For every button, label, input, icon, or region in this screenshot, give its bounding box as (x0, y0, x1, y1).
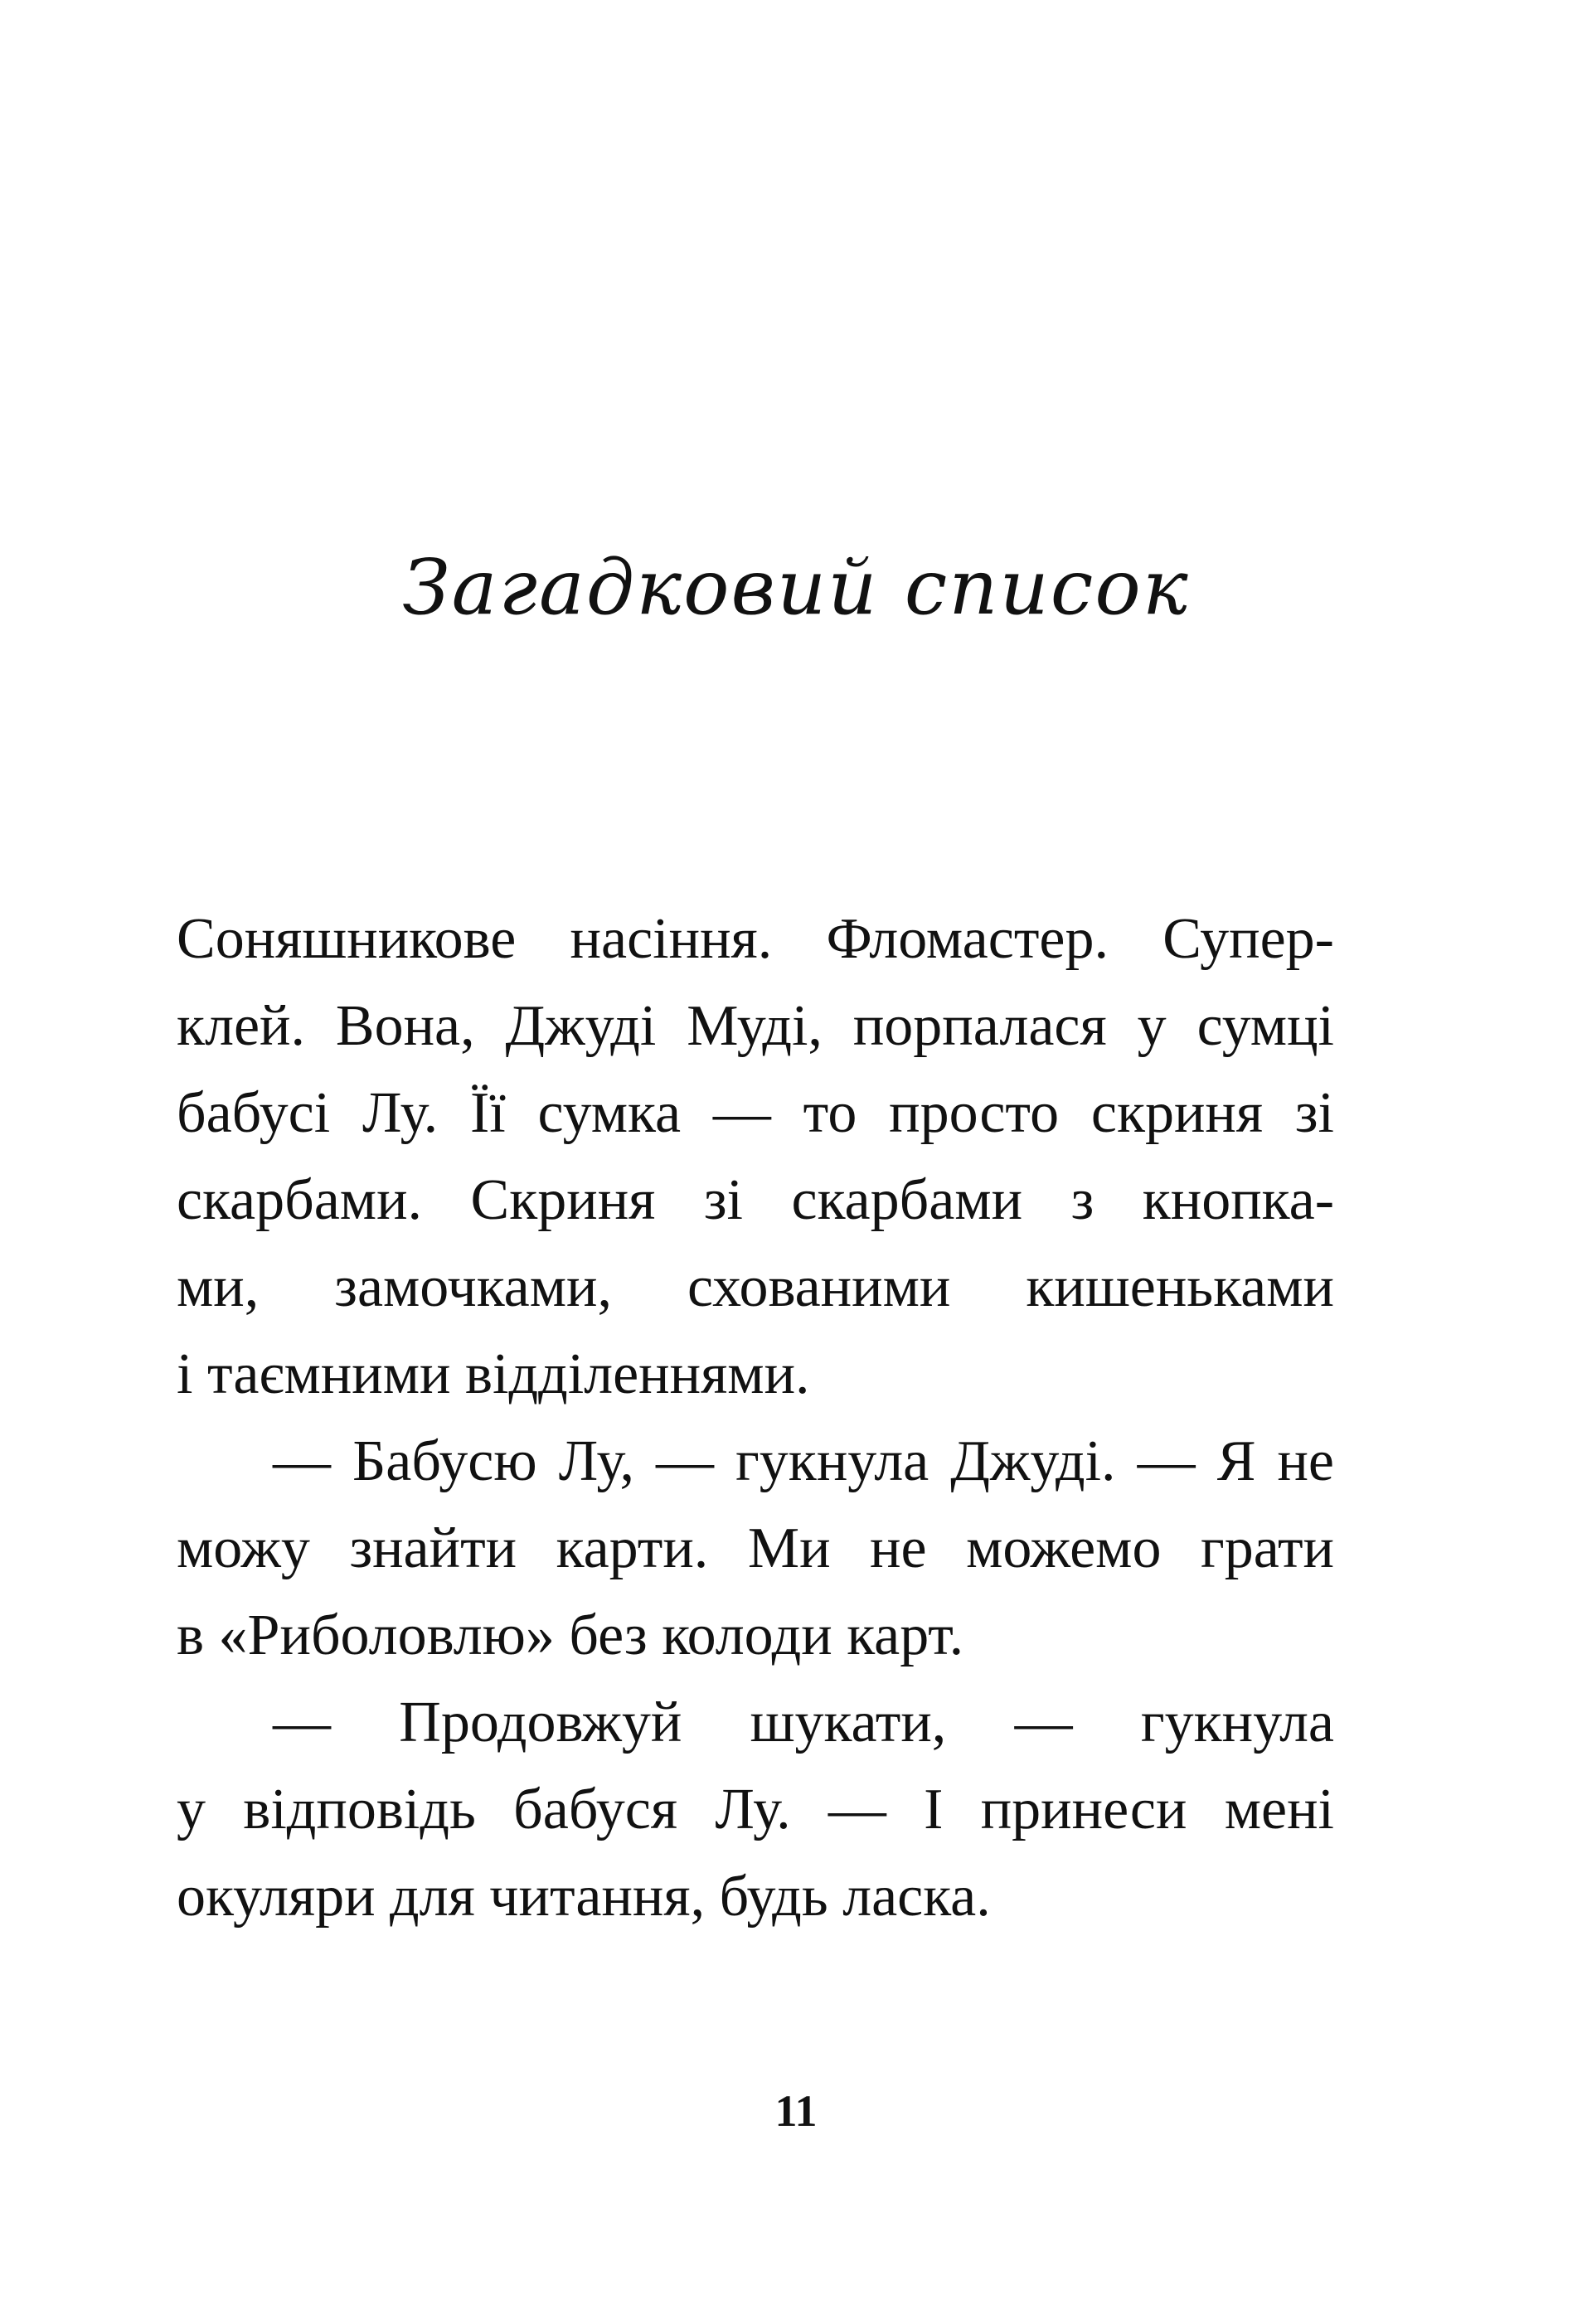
text-line: скарбами. Скриня зі скарбами з кнопка- (177, 1168, 1334, 1232)
text-line: у відповідь бабуся Лу. — І принеси мені (177, 1778, 1334, 1841)
page-number: 11 (774, 2086, 818, 2136)
text-line: клей. Вона, Джуді Муді, порпалася у сумці (177, 994, 1334, 1058)
paragraph (177, 1418, 1334, 1679)
paragraph (177, 1679, 1334, 1940)
text-line: — Продовжуй шукати, — гукнула (273, 1691, 1334, 1754)
text-line: Соняшникове насіння. Фломастер. Супер- (177, 907, 1334, 971)
text-line: в «Риболовлю» без колоди карт. (177, 1604, 964, 1667)
text-line: бабусі Лу. Її сумка — то просто скриня зі (177, 1081, 1334, 1145)
text-line: — Бабусю Лу, — гукнула Джуді. — Я не (273, 1429, 1334, 1493)
chapter-title: Загадковий список (402, 543, 1190, 632)
text-line: окуляри для читання, будь ласка. (177, 1865, 991, 1929)
body-text (177, 895, 1334, 1940)
text-line: і таємними відділеннями. (177, 1342, 810, 1406)
text-line: можу знайти карти. Ми не можемо грати (177, 1516, 1334, 1580)
text-line: ми, замочками, схованими кишеньками (177, 1255, 1334, 1319)
paragraph (177, 895, 1334, 1418)
